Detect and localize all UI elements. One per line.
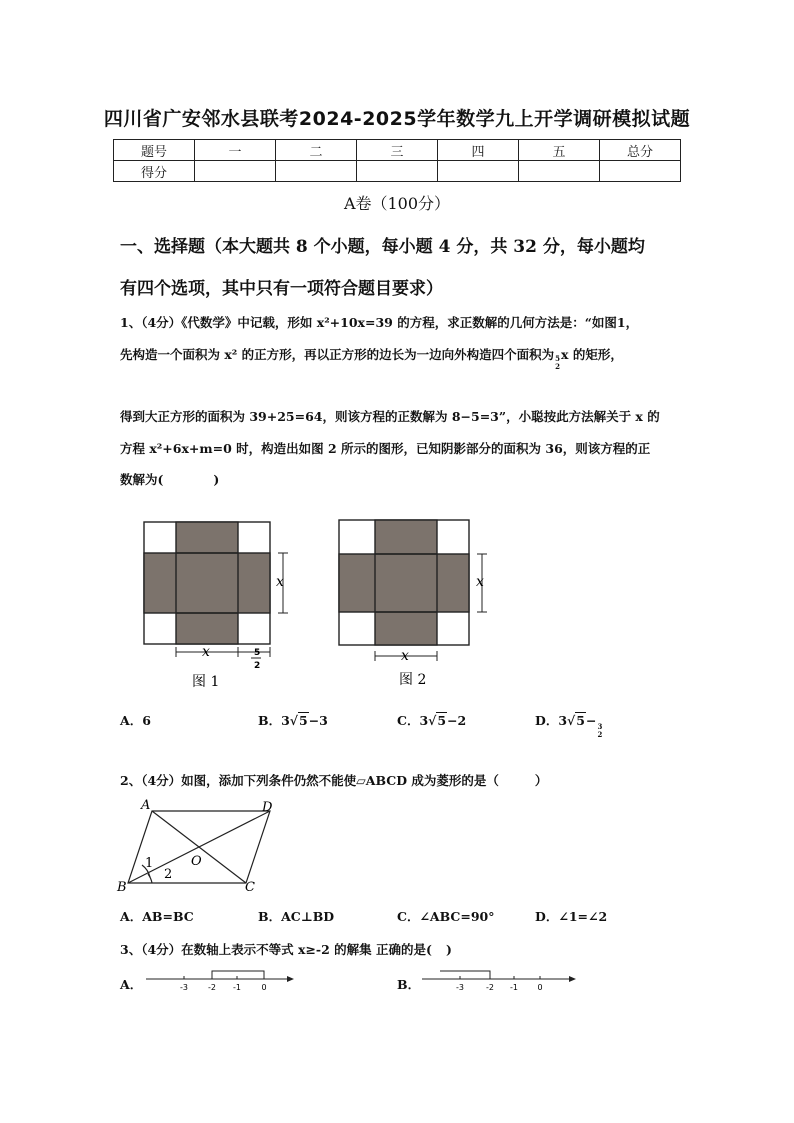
q1-line1: 1、（4分）《代数学》中记载，形如 x²+10x=39 的方程，求正数解的几何方法是：“如图1， xyxy=(120,315,639,330)
option-text: ∠1=∠2 xyxy=(558,909,608,924)
section-a-heading: A卷（100分） xyxy=(343,194,451,213)
fig2-caption: 图 2 xyxy=(399,672,427,688)
option-radicand: 5 xyxy=(437,713,447,728)
sqrt-sign-icon: √ xyxy=(428,713,437,728)
option-label: C． xyxy=(397,909,420,924)
option-radicand: 5 xyxy=(299,713,308,728)
q1-fraction xyxy=(555,355,560,371)
q2-option-c[interactable] xyxy=(397,907,495,925)
frac-den: 2 xyxy=(597,730,603,739)
q3-option-a-label[interactable]: A． xyxy=(120,977,143,992)
q1-line2 xyxy=(120,345,680,371)
score-table-header-row xyxy=(114,140,681,161)
score-cell[interactable] xyxy=(600,161,681,182)
section1-heading-line1: 一、选择题（本大题共 8 个小题，每小题 4 分，共 32 分，每小题均 xyxy=(120,237,645,257)
fig2-x-label-right: x xyxy=(476,574,484,590)
fig2-x-label-bottom: x xyxy=(401,648,409,664)
option-text: AC⊥BD xyxy=(281,909,335,924)
option-tail: −3 xyxy=(308,713,328,728)
score-header-cell: 题号 xyxy=(114,140,195,161)
q1-frac-den: 2 xyxy=(555,362,561,371)
option-label: B． xyxy=(258,909,282,924)
frac-num: 3 xyxy=(597,722,603,731)
q1-frac-num: 5 xyxy=(555,354,561,363)
q3-text-end: ) xyxy=(445,942,452,957)
q1-option-d[interactable] xyxy=(535,711,603,739)
option-label: B． xyxy=(258,713,282,728)
angle-1-label: 1 xyxy=(145,856,154,871)
option-label: D． xyxy=(535,909,559,924)
q2-option-d[interactable] xyxy=(535,907,607,925)
vertex-b-label: B xyxy=(117,880,127,895)
fig1-caption: 图 1 xyxy=(192,674,220,690)
vertex-d-label: D xyxy=(262,800,273,815)
vertex-c-label: C xyxy=(245,880,255,895)
option-tail: −2 xyxy=(447,713,467,728)
q3-text xyxy=(120,940,680,958)
q1-line2-text: 先构造一个面积为 x² 的正方形，再以正方形的边长为一边向外构造四个面积为 xyxy=(120,347,555,362)
fig1-x-label-bottom: x xyxy=(202,644,210,660)
score-header-cell: 一 xyxy=(195,140,276,161)
option-value: 6 xyxy=(142,713,151,728)
score-cell[interactable] xyxy=(195,161,276,182)
score-header-cell: 四 xyxy=(438,140,519,161)
center-o-label: O xyxy=(191,854,202,869)
score-table-score-row xyxy=(114,161,681,182)
sqrt-sign-icon: √ xyxy=(567,713,576,728)
tick-label: -2 xyxy=(486,983,494,992)
tick-label: 0 xyxy=(261,983,267,992)
score-header-cell: 五 xyxy=(519,140,600,161)
q2-text-main: 2、（4分）如图，添加下列条件仍然不能使▱ABCD 成为菱形的是（ xyxy=(120,773,499,788)
score-header-cell: 三 xyxy=(357,140,438,161)
option-coef: 3 xyxy=(419,713,429,728)
q2-option-a[interactable] xyxy=(120,907,194,925)
q3-number-line-a xyxy=(140,966,300,994)
figure-2 xyxy=(325,510,505,700)
q2-option-b[interactable] xyxy=(258,907,334,925)
q1-line4: 方程 x²+6x+m=0 时，构造出如图 2 所示的图形，已知阴影部分的面积为 36，则该方程的正 xyxy=(120,441,651,456)
tick-label: -3 xyxy=(456,983,464,992)
option-text: AB=BC xyxy=(142,909,194,924)
score-table xyxy=(113,139,681,182)
parallelogram-figure xyxy=(112,795,292,895)
q1-line3: 得到大正方形的面积为 39+25=64，则该方程的正数解为 8−5=3”，小聪按此方法解关于 x 的 xyxy=(120,409,660,424)
q1-option-a[interactable] xyxy=(120,711,151,729)
tick-label: -2 xyxy=(208,983,216,992)
fig1-frac-den: 2 xyxy=(254,661,261,671)
option-d-fraction xyxy=(597,723,602,739)
tick-label: 0 xyxy=(537,983,543,992)
q1-option-b[interactable] xyxy=(258,711,328,729)
q2-text xyxy=(120,771,680,789)
option-label: D． xyxy=(535,713,559,728)
q2-text-end: ） xyxy=(534,773,548,788)
option-label: A． xyxy=(120,909,143,924)
q1-line5-text: 数解为( xyxy=(120,472,164,487)
tick-label: -1 xyxy=(233,983,241,992)
fig1-x-label-right: x xyxy=(276,574,284,590)
option-tail: − xyxy=(585,713,597,728)
exam-title: 四川省广安邻水县联考2024-2025学年数学九上开学调研模拟试题 xyxy=(103,108,691,130)
score-header-cell: 二 xyxy=(276,140,357,161)
tick-label: -3 xyxy=(180,983,188,992)
option-coef: 3 xyxy=(281,713,290,728)
figure-1 xyxy=(130,510,310,700)
vertex-a-label: A xyxy=(141,798,151,813)
score-cell[interactable] xyxy=(357,161,438,182)
score-cell[interactable] xyxy=(519,161,600,182)
q3-text-main: 3、（4分）在数轴上表示不等式 x≥-2 的解集 正确的是( xyxy=(120,942,432,957)
option-radicand: 5 xyxy=(576,713,585,728)
option-coef: 3 xyxy=(558,713,568,728)
q1-line5 xyxy=(120,470,680,488)
option-label: C． xyxy=(397,713,420,728)
angle-2-label: 2 xyxy=(164,867,173,882)
section1-heading-line2: 有四个选项，其中只有一项符合题目要求） xyxy=(120,279,443,299)
q1-line2-end: x 的矩形， xyxy=(561,347,623,362)
q1-option-c[interactable] xyxy=(397,711,466,729)
q3-option-b-label[interactable]: B． xyxy=(397,977,421,992)
score-cell[interactable] xyxy=(438,161,519,182)
q1-line5-end: ) xyxy=(213,472,220,487)
score-cell[interactable] xyxy=(276,161,357,182)
tick-label: -1 xyxy=(510,983,518,992)
score-row-label: 得分 xyxy=(114,161,195,182)
fig1-frac-num: 5 xyxy=(254,648,261,658)
option-label: A． xyxy=(120,713,143,728)
q3-number-line-b xyxy=(418,966,583,994)
score-header-cell: 总分 xyxy=(600,140,681,161)
option-text: ∠ABC=90° xyxy=(419,909,495,924)
sqrt-sign-icon: √ xyxy=(289,713,298,728)
